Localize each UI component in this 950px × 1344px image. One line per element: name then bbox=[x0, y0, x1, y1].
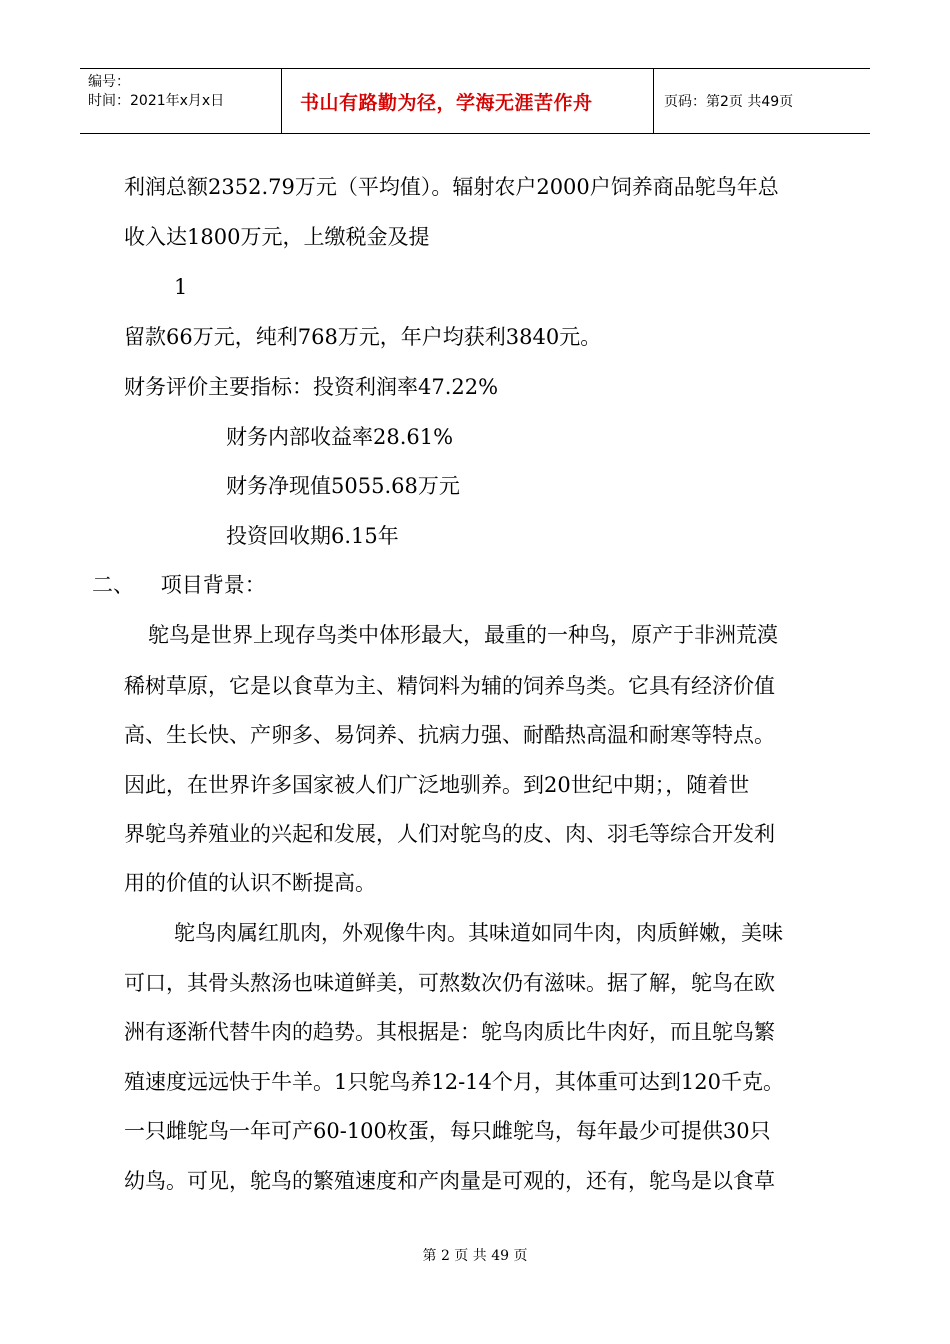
body-line: 留款66万元，纯利768万元，年户均获利3840元。 bbox=[124, 325, 602, 349]
body-line: 利润总额2352.79万元（平均值）。辐射农户2000户饲养商品鸵鸟年总 bbox=[124, 175, 779, 199]
indicator-line: 投资回收期6.15年 bbox=[226, 524, 399, 548]
body-line: 稀树草原，它是以食草为主、精饲料为辅的饲养鸟类。它具有经济价值 bbox=[124, 674, 775, 698]
header-number: 编号： bbox=[88, 74, 130, 90]
page-header bbox=[80, 68, 870, 134]
section-heading: 二、 项目背景： bbox=[92, 573, 266, 597]
body-line: 一只雌鸵鸟一年可产60-100枚蛋，每只雌鸵鸟，每年最少可提供30只 bbox=[124, 1119, 771, 1143]
body-line: 界鸵鸟养殖业的兴起和发展，人们对鸵鸟的皮、肉、羽毛等综合开发利 bbox=[124, 822, 775, 846]
body-line: 鸵鸟是世界上现存鸟类中体形最大，最重的一种鸟，原产于非洲荒漠 bbox=[148, 623, 778, 647]
header-meta bbox=[80, 69, 281, 133]
page-number-marker: 1 bbox=[174, 275, 188, 299]
body-line: 鸵鸟肉属红肌肉，外观像牛肉。其味道如同牛肉，肉质鲜嫩，美味 bbox=[174, 921, 783, 945]
body-line: 幼鸟。可见，鸵鸟的繁殖速度和产肉量是可观的，还有，鸵鸟是以食草 bbox=[124, 1169, 775, 1193]
page-footer: 第 2 页 共 49 页 bbox=[422, 1248, 528, 1264]
header-motto: 书山有路勤为径，学海无涯苦作舟 bbox=[300, 91, 593, 114]
body-line: 财务评价主要指标：投资利润率47.22% bbox=[124, 375, 499, 399]
indicator-line: 财务内部收益率28.61% bbox=[226, 425, 454, 449]
header-date: 时间：2021年x月x日 bbox=[88, 93, 225, 109]
body-line: 洲有逐渐代替牛肉的趋势。其根据是：鸵鸟肉质比牛肉好，而且鸵鸟繁 bbox=[124, 1020, 775, 1044]
header-page-cell bbox=[654, 69, 870, 133]
body-line: 可口，其骨头熬汤也味道鲜美，可熬数次仍有滋味。据了解，鸵鸟在欧 bbox=[124, 971, 775, 995]
header-page-info: 页码：第2页 共49页 bbox=[664, 94, 794, 110]
indicator-line: 财务净现值5055.68万元 bbox=[226, 474, 460, 498]
body-line: 殖速度远远快于牛羊。1只鸵鸟养12-14个月，其体重可达到120千克。 bbox=[124, 1070, 784, 1094]
body-line: 用的价值的认识不断提高。 bbox=[124, 871, 376, 895]
header-motto-cell bbox=[281, 69, 654, 133]
body-line: 因此，在世界许多国家被人们广泛地驯养。到20世纪中期；，随着世 bbox=[124, 773, 750, 797]
body-line: 高、生长快、产卵多、易饲养、抗病力强、耐酷热高温和耐寒等特点。 bbox=[124, 723, 775, 747]
body-line: 收入达1800万元，上缴税金及提 bbox=[124, 225, 430, 249]
